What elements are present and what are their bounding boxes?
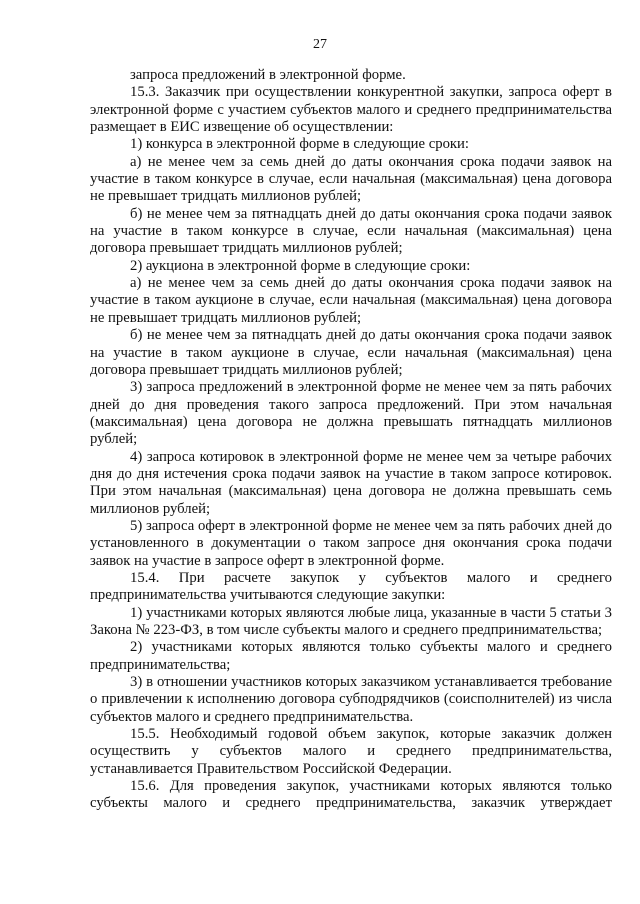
paragraph: б) не менее чем за пятнадцать дней до даты окончания срока подачи заявок на участие в таком аукционе в случае, если начальная (максимальная) цена договора превышает тридцать миллионов рублей; — [90, 327, 612, 378]
paragraph: а) не менее чем за семь дней до даты окончания срока подачи заявок на участие в таком конкурсе в случае, если начальная (максимальная) цена договора не превышает тридцать миллионов рублей; — [90, 153, 612, 205]
paragraph: а) не менее чем за семь дней до даты окончания срока подачи заявок на участие в таком аукционе в случае, если начальная (максимальная) цена договора не превышает тридцать миллионов рублей; — [90, 275, 612, 326]
paragraph: 15.3. Заказчик при осуществлении конкурентной закупки, запроса оферт в электронной форме с участием субъектов малого и среднего предпринимательства размещает в ЕИС извещение об осуществлении: — [90, 84, 612, 136]
paragraph: 3) в отношении участников которых заказчиком устанавливается требование о привлечении к исполнению договора субподрядчиков (соисполнителей) из числа субъектов малого и среднего предпринимательства. — [90, 674, 612, 725]
paragraph: 3) запроса предложений в электронной форме не менее чем за пять рабочих дней до дня проведения такого запроса предложений. При этом начальная (максимальная) цена договора не должна превышать пятнадцать миллионов рублей; — [90, 379, 612, 448]
paragraph: 1) конкурса в электронной форме в следующие сроки: — [130, 136, 470, 153]
paragraph: 4) запроса котировок в электронной форме не менее чем за четыре рабочих дня до дня истечения срока подачи заявок на участие в таком запросе котировок. При этом начальная (максимальная) цена договора не должна превышать семь миллионов рублей; — [90, 448, 612, 517]
paragraph: 15.5. Необходимый годовой объем закупок, которые заказчик должен осуществить у субъектов малого и среднего предпринимательства, устанавливается Правительством Российской Федерации. — [90, 726, 612, 777]
paragraph: 15.6. Для проведения закупок, участниками которых являются только субъекты малого и среднего предпринимательства, заказчик утверждает — [90, 778, 612, 812]
page-number: 27 — [313, 37, 327, 52]
paragraph: 2) участниками которых являются только субъекты малого и среднего предпринимательства; — [90, 639, 612, 673]
paragraph: 1) участниками которых являются любые лица, указанные в части 5 статьи 3 Закона № 223-ФЗ, в том числе субъекты малого и среднего предпринимательства; — [90, 604, 612, 638]
paragraph: 15.4. При расчете закупок у субъектов малого и среднего предпринимательства учитываются следующие закупки: — [90, 569, 612, 604]
paragraph: 5) запроса оферт в электронной форме не менее чем за пять рабочих дней до установленного в документации о таком запросе дня окончания срока подачи заявок на участие в запросе оферт в электронной форме. — [90, 517, 612, 569]
paragraph: б) не менее чем за пятнадцать дней до даты окончания срока подачи заявок на участие в таком конкурсе в случае, если начальная (максимальная) цена договора превышает тридцать миллионов рублей; — [90, 205, 612, 257]
paragraph: запроса предложений в электронной форме. — [130, 67, 406, 83]
document-body — [90, 67, 612, 813]
paragraph: 2) аукциона в электронной форме в следующие сроки: — [130, 257, 471, 274]
